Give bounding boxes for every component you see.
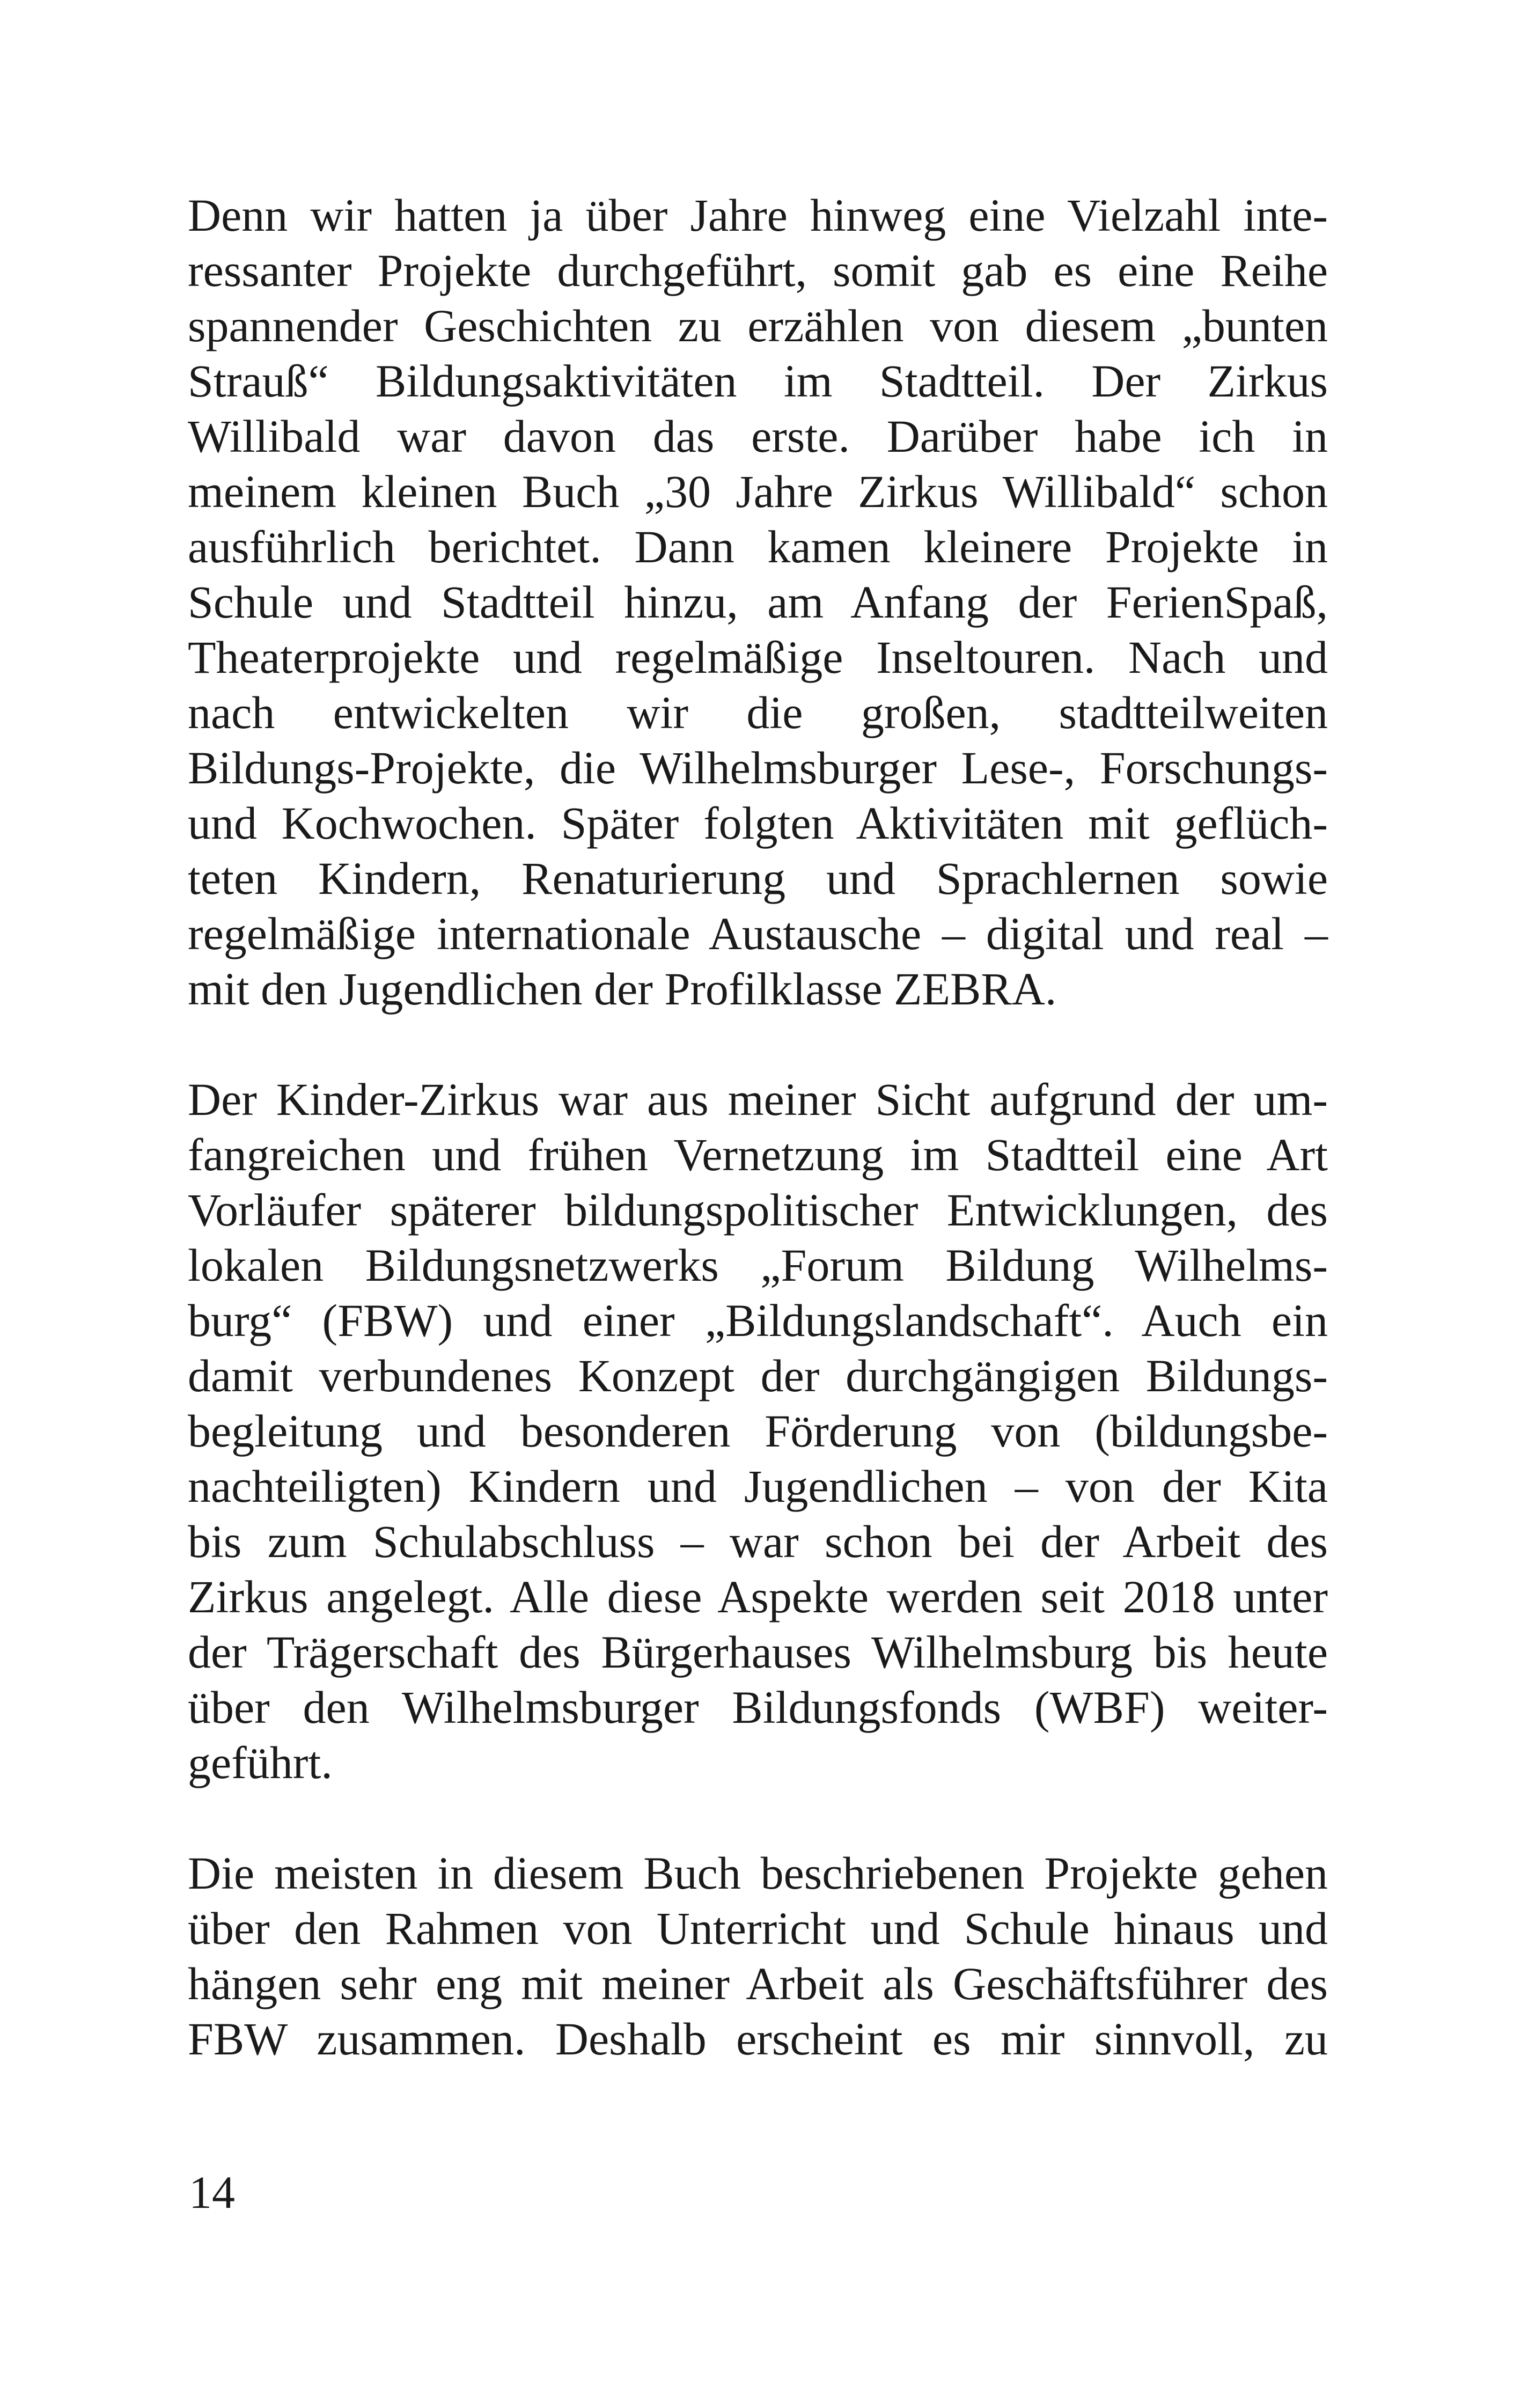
text-line: Bildungs-Projekte, die Wilhelmsburger Lese-, Forschungs- <box>188 742 1328 794</box>
text-line: der Trägerschaft des Bürgerhauses Wilhelmsburg bis heute <box>188 1626 1328 1678</box>
text-line: Zirkus angelegt. Alle diese Aspekte werden seit 2018 unter <box>188 1571 1328 1623</box>
paragraph <box>188 1072 1328 1790</box>
paragraph <box>188 1846 1328 2067</box>
text-line: mit den Jugendlichen der Profilklasse ZEBRA. <box>188 963 1057 1015</box>
text-line: Der Kinder-Zirkus war aus meiner Sicht aufgrund der um- <box>188 1074 1328 1125</box>
text-line: begleitung und besonderen Förderung von (bildungsbe- <box>188 1405 1328 1457</box>
text-line: über den Rahmen von Unterricht und Schule hinaus und <box>188 1903 1328 1954</box>
text-line: Denn wir hatten ja über Jahre hinweg eine Vielzahl inte- <box>188 189 1328 241</box>
text-line: FBW zusammen. Deshalb erscheint es mir sinnvoll, zu <box>188 2013 1328 2065</box>
text-line: Vorläufer späterer bildungspolitischer Entwicklungen, des <box>188 1184 1328 1236</box>
text-line: damit verbundenes Konzept der durchgängigen Bildungs- <box>188 1350 1328 1401</box>
text-line: fangreichen und frühen Vernetzung im Stadtteil eine Art <box>188 1129 1328 1180</box>
text-line: und Kochwochen. Später folgten Aktivitäten mit geflüch- <box>188 797 1328 849</box>
text-line: ressanter Projekte durchgeführt, somit gab es eine Reihe <box>188 245 1328 296</box>
text-line: ausführlich berichtet. Dann kamen kleinere Projekte in <box>188 521 1328 572</box>
text-line: nachteiligten) Kindern und Jugendlichen – von der Kita <box>188 1460 1328 1512</box>
text-line: geführt. <box>188 1737 333 1788</box>
text-line: teten Kindern, Renaturierung und Sprachlernen sowie <box>188 853 1328 904</box>
text-line: bis zum Schulabschluss – war schon bei der Arbeit des <box>188 1516 1328 1567</box>
text-line: spannender Geschichten zu erzählen von diesem „bunten <box>188 300 1328 351</box>
text-line: Theaterprojekte und regelmäßige Inseltouren. Nach und <box>188 632 1328 683</box>
page-number: 14 <box>189 2167 235 2218</box>
body-text <box>188 188 1328 2122</box>
text-line: regelmäßige internationale Austausche – digital und real – <box>188 908 1328 959</box>
text-line: lokalen Bildungsnetzwerks „Forum Bildung Wilhelms- <box>188 1239 1328 1291</box>
text-line: Schule und Stadtteil hinzu, am Anfang der FerienSpaß, <box>188 576 1328 628</box>
text-line: nach entwickelten wir die großen, stadtteilweiten <box>188 687 1328 738</box>
text-line: Die meisten in diesem Buch beschriebenen Projekte gehen <box>188 1847 1328 1899</box>
text-line: burg“ (FBW) und einer „Bildungslandschaft“. Auch ein <box>188 1295 1328 1346</box>
text-line: über den Wilhelmsburger Bildungsfonds (WBF) weiter- <box>188 1682 1328 1733</box>
text-line: Willibald war davon das erste. Darüber habe ich in <box>188 410 1328 462</box>
text-line: hängen sehr eng mit meiner Arbeit als Geschäftsführer des <box>188 1958 1328 2009</box>
paragraph <box>188 188 1328 1017</box>
text-line: Strauß“ Bildungsaktivitäten im Stadtteil. Der Zirkus <box>188 355 1328 407</box>
text-line: meinem kleinen Buch „30 Jahre Zirkus Willibald“ schon <box>188 466 1328 517</box>
